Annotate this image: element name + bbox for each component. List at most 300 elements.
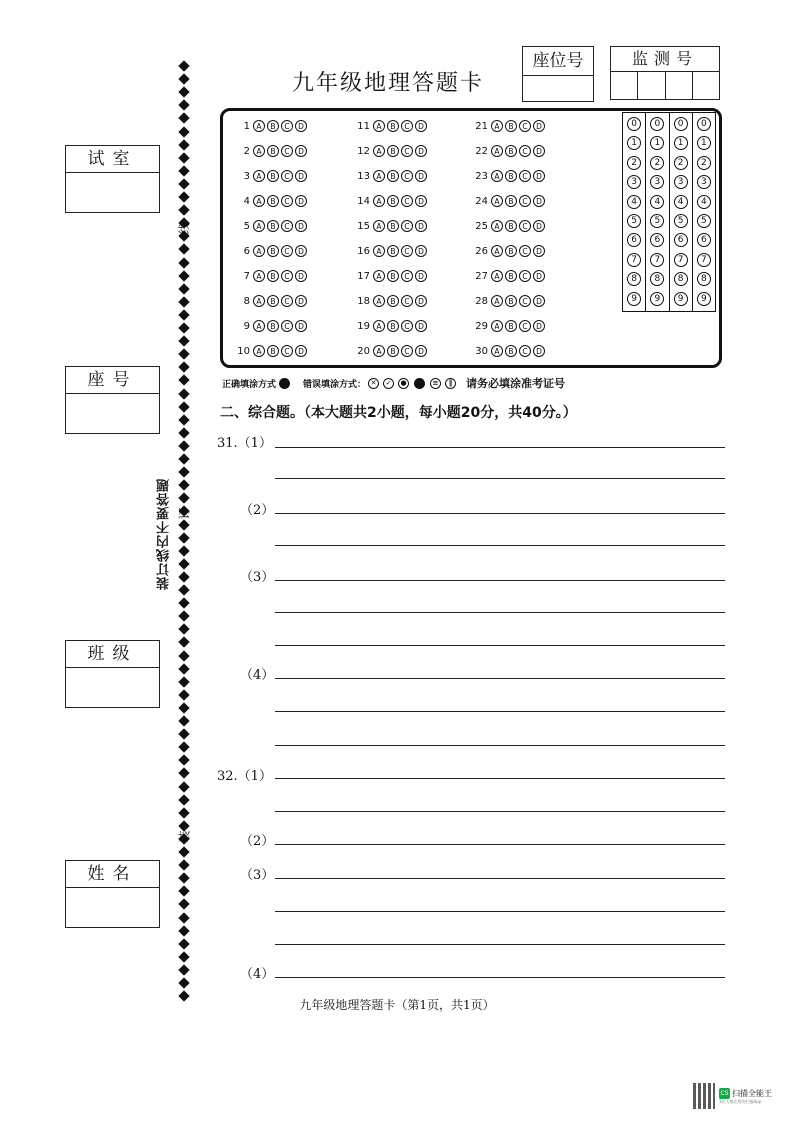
binding-diamond (178, 427, 189, 438)
answer-bubble[interactable]: D (533, 270, 545, 282)
mc-question (230, 220, 309, 232)
mc-question-number: 26 (475, 245, 488, 257)
answer-bubble[interactable]: B (387, 195, 399, 207)
mc-question-number: 15 (357, 220, 370, 232)
mc-question (468, 295, 547, 307)
answer-bubble[interactable]: C (519, 220, 531, 232)
mc-question (350, 120, 429, 132)
answer-bubble[interactable]: A (491, 270, 503, 282)
camscanner-logo-icon: CS (720, 1089, 729, 1097)
answer-bubble[interactable]: D (295, 195, 307, 207)
exam-id-bubble[interactable]: 1 (674, 136, 688, 150)
mc-question (468, 170, 547, 182)
exam-id-bubble[interactable]: 7 (627, 253, 641, 267)
answer-bubble[interactable]: D (415, 195, 427, 207)
mc-question-number: 8 (243, 295, 250, 307)
answer-bubble[interactable]: B (387, 245, 399, 257)
seat-number-box (65, 366, 160, 434)
exam-id-bubble[interactable]: 9 (650, 292, 664, 306)
answer-line[interactable] (275, 612, 725, 613)
binding-diamond (178, 584, 189, 595)
answer-bubble[interactable]: C (401, 295, 413, 307)
answer-bubble[interactable]: B (505, 245, 517, 257)
binding-diamond (178, 571, 189, 582)
answer-bubble[interactable]: B (267, 345, 279, 357)
binding-diamond (178, 558, 189, 569)
answer-bubble[interactable]: B (505, 120, 517, 132)
exam-id-bubble[interactable]: 2 (674, 156, 688, 170)
binding-diamond (178, 624, 189, 635)
answer-bubble[interactable]: A (253, 270, 265, 282)
seat-number-label: 座号 (66, 367, 159, 394)
answer-bubble[interactable]: A (373, 195, 385, 207)
answer-bubble[interactable]: D (295, 245, 307, 257)
mc-question (468, 320, 547, 332)
mc-question-number: 13 (357, 170, 370, 182)
answer-bubble[interactable]: D (415, 220, 427, 232)
mc-question-number: 19 (357, 320, 370, 332)
answer-bubble[interactable]: A (373, 295, 385, 307)
mc-question (350, 270, 429, 282)
exam-id-bubble[interactable]: 3 (650, 175, 664, 189)
answer-bubble[interactable]: C (281, 195, 293, 207)
mc-question-number: 18 (357, 295, 370, 307)
answer-bubble[interactable]: D (295, 345, 307, 357)
binding-diamond (178, 152, 189, 163)
exam-id-bubble[interactable]: 0 (697, 117, 711, 131)
answer-bubble[interactable]: C (401, 345, 413, 357)
answer-line[interactable] (275, 745, 725, 746)
exam-id-bubble[interactable]: 9 (697, 292, 711, 306)
answer-bubble[interactable]: D (533, 195, 545, 207)
binding-diamond (178, 126, 189, 137)
answer-bubble[interactable]: C (519, 270, 531, 282)
binding-diamond (178, 165, 189, 176)
answer-bubble[interactable]: C (401, 270, 413, 282)
binding-diamond (178, 73, 189, 84)
answer-bubble[interactable]: B (387, 120, 399, 132)
exam-id-bubble[interactable]: 7 (697, 253, 711, 267)
mc-question (468, 345, 547, 357)
mc-question-number: 27 (475, 270, 488, 282)
answer-bubble[interactable]: C (519, 345, 531, 357)
monitor-number-label: 监测号 (611, 47, 719, 72)
answer-bubble[interactable]: A (491, 145, 503, 157)
binding-diamond (178, 728, 189, 739)
answer-bubble[interactable]: B (267, 220, 279, 232)
exam-id-bubble[interactable]: 4 (697, 195, 711, 209)
answer-bubble[interactable]: B (267, 170, 279, 182)
binding-diamond (178, 886, 189, 897)
answer-bubble[interactable]: A (253, 245, 265, 257)
binding-diamond (178, 611, 189, 622)
answer-line[interactable] (275, 580, 725, 581)
watermark-subtext: 3亿人都在用的扫描App (719, 1098, 762, 1104)
exam-id-bubble[interactable]: 3 (627, 175, 641, 189)
answer-bubble[interactable]: D (295, 220, 307, 232)
answer-bubble[interactable]: D (533, 170, 545, 182)
answer-bubble[interactable]: B (387, 320, 399, 332)
answer-bubble[interactable]: C (519, 245, 531, 257)
page-title: 九年级地理答题卡 (292, 71, 485, 96)
answer-line[interactable] (275, 844, 725, 845)
binding-diamond (178, 532, 189, 543)
answer-bubble[interactable]: C (281, 320, 293, 332)
exam-id-bubble[interactable]: 4 (650, 195, 664, 209)
answer-bubble[interactable]: A (373, 145, 385, 157)
mc-question-number: 17 (357, 270, 370, 282)
binding-diamond (178, 689, 189, 700)
mc-question (350, 320, 429, 332)
exam-id-bubble[interactable]: 7 (674, 253, 688, 267)
mc-question (468, 270, 547, 282)
answer-bubble[interactable]: B (505, 320, 517, 332)
mc-question-number: 14 (357, 195, 370, 207)
answer-bubble[interactable]: A (491, 295, 503, 307)
answer-bubble[interactable]: C (519, 195, 531, 207)
wrong-fill-cross-icon: ✕ (368, 378, 379, 389)
answer-bubble[interactable]: C (519, 295, 531, 307)
answer-bubble[interactable]: D (533, 245, 545, 257)
exam-id-bubble[interactable]: 1 (650, 136, 664, 150)
answer-bubble[interactable]: D (415, 320, 427, 332)
exam-id-bubble[interactable]: 2 (697, 156, 711, 170)
watermark-brand: 扫描全能王 (732, 1088, 772, 1098)
answer-bubble[interactable]: C (401, 220, 413, 232)
exam-id-bubble[interactable]: 5 (674, 214, 688, 228)
binding-diamond (178, 362, 189, 373)
answer-bubble[interactable]: C (281, 145, 293, 157)
exam-id-bubble[interactable]: 4 (627, 195, 641, 209)
answer-bubble[interactable]: D (295, 145, 307, 157)
mc-question (230, 295, 309, 307)
exam-id-bubble[interactable]: 6 (674, 233, 688, 247)
exam-id-bubble[interactable]: 8 (697, 272, 711, 286)
answer-bubble[interactable]: C (401, 120, 413, 132)
answer-bubble[interactable]: B (505, 220, 517, 232)
exam-id-bubble[interactable]: 3 (674, 175, 688, 189)
exam-id-bubble[interactable]: 8 (650, 272, 664, 286)
answer-bubble[interactable]: C (281, 245, 293, 257)
exam-id-bubble[interactable]: 0 (650, 117, 664, 131)
exam-id-bubble[interactable]: 7 (650, 253, 664, 267)
answer-bubble[interactable]: A (373, 345, 385, 357)
binding-warning-text: 装订线内不要答题 (157, 478, 172, 590)
wrong-fill-label: 错误填涂方式： (303, 379, 367, 390)
answer-bubble[interactable]: B (387, 145, 399, 157)
answer-line[interactable] (275, 778, 725, 779)
binding-diamond (178, 925, 189, 936)
binding-diamond (178, 493, 189, 504)
exam-id-bubble-box (622, 112, 716, 312)
mc-question-number: 5 (243, 220, 250, 232)
answer-bubble[interactable]: A (253, 145, 265, 157)
binding-diamond (178, 375, 189, 386)
exam-id-bubble[interactable]: 9 (627, 292, 641, 306)
answer-bubble[interactable]: C (401, 170, 413, 182)
answer-bubble[interactable]: B (267, 245, 279, 257)
answer-bubble[interactable]: D (533, 320, 545, 332)
exam-id-bubble[interactable]: 6 (627, 233, 641, 247)
exam-id-bubble[interactable]: 1 (697, 136, 711, 150)
binding-diamond (178, 335, 189, 346)
answer-bubble[interactable]: D (415, 170, 427, 182)
mc-question (468, 195, 547, 207)
binding-diamond (178, 938, 189, 949)
mc-question (468, 245, 547, 257)
exam-id-column (623, 113, 646, 311)
answer-bubble[interactable]: D (295, 120, 307, 132)
answer-bubble[interactable]: C (519, 145, 531, 157)
binding-diamond (178, 191, 189, 202)
mc-question (230, 270, 309, 282)
answer-bubble[interactable]: A (373, 245, 385, 257)
mc-question (350, 245, 429, 257)
answer-bubble[interactable]: D (415, 295, 427, 307)
binding-diamond (178, 283, 189, 294)
answer-bubble[interactable]: B (505, 295, 517, 307)
exam-id-bubble[interactable]: 9 (674, 292, 688, 306)
mc-question (230, 245, 309, 257)
answer-line[interactable] (275, 678, 725, 679)
answer-bubble[interactable]: A (373, 320, 385, 332)
answer-bubble[interactable]: D (295, 270, 307, 282)
binding-char-ding: 订 (177, 507, 192, 520)
answer-bubble[interactable]: A (253, 295, 265, 307)
exam-id-bubble[interactable]: 5 (697, 214, 711, 228)
answer-bubble[interactable]: B (387, 170, 399, 182)
exam-id-bubble[interactable]: 8 (674, 272, 688, 286)
answer-line[interactable] (275, 878, 725, 879)
answer-bubble[interactable]: A (491, 220, 503, 232)
answer-bubble[interactable]: C (281, 220, 293, 232)
answer-bubble[interactable]: D (533, 345, 545, 357)
mc-question (230, 195, 309, 207)
mc-question (350, 170, 429, 182)
binding-diamond (178, 781, 189, 792)
binding-diamond (178, 139, 189, 150)
answer-line[interactable] (275, 811, 725, 812)
answer-bubble[interactable]: B (505, 170, 517, 182)
answer-bubble[interactable]: B (267, 295, 279, 307)
mc-question (230, 170, 309, 182)
binding-diamond (178, 899, 189, 910)
answer-bubble[interactable]: A (491, 320, 503, 332)
answer-line[interactable] (275, 711, 725, 712)
answer-bubble[interactable]: B (387, 220, 399, 232)
mc-question-number: 24 (475, 195, 488, 207)
mc-question (230, 145, 309, 157)
mc-question-number: 23 (475, 170, 488, 182)
answer-bubble[interactable]: B (387, 270, 399, 282)
exam-id-bubble[interactable]: 5 (650, 214, 664, 228)
answer-line[interactable] (275, 478, 725, 479)
exam-id-bubble[interactable]: 6 (650, 233, 664, 247)
answer-bubble[interactable]: B (505, 270, 517, 282)
mc-question-number: 9 (243, 320, 250, 332)
monitor-number-field[interactable] (610, 46, 720, 100)
answer-bubble[interactable]: D (533, 145, 545, 157)
answer-bubble[interactable]: C (519, 320, 531, 332)
class-box (65, 640, 160, 708)
answer-bubble[interactable]: B (267, 120, 279, 132)
answer-bubble[interactable]: A (491, 245, 503, 257)
binding-diamond (178, 545, 189, 556)
answer-bubble[interactable]: A (491, 120, 503, 132)
answer-bubble[interactable]: A (253, 320, 265, 332)
binding-diamond (178, 597, 189, 608)
mc-question (230, 345, 309, 357)
answer-bubble[interactable]: C (281, 170, 293, 182)
answer-bubble[interactable]: B (387, 295, 399, 307)
answer-bubble[interactable]: C (401, 320, 413, 332)
answer-bubble[interactable]: B (267, 320, 279, 332)
exam-id-bubble[interactable]: 3 (697, 175, 711, 189)
answer-bubble[interactable]: B (267, 145, 279, 157)
fill-note: 请务必填涂准考证号 (466, 377, 566, 390)
mc-question (468, 220, 547, 232)
answer-bubble[interactable]: C (281, 345, 293, 357)
exam-id-column (646, 113, 669, 311)
mc-question-number: 29 (475, 320, 488, 332)
answer-line[interactable] (275, 447, 725, 448)
answer-line[interactable] (275, 977, 725, 978)
answer-line[interactable] (275, 911, 725, 912)
answer-bubble[interactable]: B (267, 270, 279, 282)
answer-line[interactable] (275, 513, 725, 514)
answer-bubble[interactable]: D (415, 145, 427, 157)
answer-bubble[interactable]: A (253, 170, 265, 182)
answer-bubble[interactable]: D (415, 245, 427, 257)
exam-id-bubble[interactable]: 4 (674, 195, 688, 209)
mc-question-number: 1 (243, 120, 250, 132)
answer-bubble[interactable]: B (387, 345, 399, 357)
answer-bubble[interactable]: B (267, 195, 279, 207)
exam-room-label: 试室 (66, 146, 159, 173)
answer-bubble[interactable]: A (253, 195, 265, 207)
answer-bubble[interactable]: A (253, 220, 265, 232)
class-label: 班级 (66, 641, 159, 668)
answer-bubble[interactable]: C (281, 120, 293, 132)
exam-id-bubble[interactable]: 0 (627, 117, 641, 131)
binding-diamond (178, 113, 189, 124)
answer-bubble[interactable]: D (415, 345, 427, 357)
page-footer: 九年级地理答题卡（第1页，共1页） (299, 998, 495, 1012)
binding-diamond (178, 244, 189, 255)
exam-id-bubble[interactable]: 2 (627, 156, 641, 170)
binding-diamond (178, 742, 189, 753)
answer-bubble[interactable]: C (519, 170, 531, 182)
binding-diamond (178, 663, 189, 674)
exam-id-bubble[interactable]: 1 (627, 136, 641, 150)
exam-id-bubble[interactable]: 5 (627, 214, 641, 228)
answer-bubble[interactable]: D (415, 270, 427, 282)
q31-part3-label: （3） (240, 570, 275, 585)
answer-bubble[interactable]: B (505, 195, 517, 207)
mc-question-number: 12 (357, 145, 370, 157)
binding-diamond (178, 768, 189, 779)
answer-bubble[interactable]: C (281, 270, 293, 282)
exam-id-bubble[interactable]: 8 (627, 272, 641, 286)
binding-diamond (178, 401, 189, 412)
answer-bubble[interactable]: A (491, 195, 503, 207)
answer-line[interactable] (275, 545, 725, 546)
answer-bubble[interactable]: D (295, 170, 307, 182)
answer-bubble[interactable]: C (401, 145, 413, 157)
mc-question-number: 6 (243, 245, 250, 257)
answer-bubble[interactable]: A (491, 170, 503, 182)
mc-question-number: 10 (237, 345, 250, 357)
seat-number-field[interactable] (522, 46, 594, 102)
mc-question (350, 345, 429, 357)
mc-question-number: 28 (475, 295, 488, 307)
binding-diamond (178, 794, 189, 805)
exam-id-bubble[interactable]: 6 (697, 233, 711, 247)
answer-bubble[interactable]: D (295, 320, 307, 332)
q31-part2-label: （2） (240, 503, 275, 518)
mc-question-number: 22 (475, 145, 488, 157)
correct-fill-label: 正确填涂方式 (222, 379, 277, 390)
mc-question-number: 7 (243, 270, 250, 282)
exam-id-column (693, 113, 715, 311)
answer-bubble[interactable]: A (373, 120, 385, 132)
answer-bubble[interactable]: B (505, 345, 517, 357)
binding-diamond (178, 257, 189, 268)
binding-diamond (178, 637, 189, 648)
mc-question-number: 2 (243, 145, 250, 157)
answer-bubble[interactable]: C (401, 245, 413, 257)
seat-number-field-label: 座位号 (523, 47, 593, 76)
binding-diamond (178, 807, 189, 818)
answer-bubble[interactable]: C (401, 195, 413, 207)
binding-diamond (178, 715, 189, 726)
scanner-watermark (693, 1082, 781, 1110)
answer-bubble[interactable]: C (281, 295, 293, 307)
answer-bubble[interactable]: D (415, 120, 427, 132)
answer-bubble[interactable]: A (253, 345, 265, 357)
binding-char-zhuang: 装 (177, 830, 192, 843)
answer-bubble[interactable]: D (533, 220, 545, 232)
answer-line[interactable] (275, 645, 725, 646)
monitor-number-cells (611, 72, 719, 100)
mc-question-number: 20 (357, 345, 370, 357)
answer-bubble[interactable]: A (373, 220, 385, 232)
exam-id-column (670, 113, 693, 311)
answer-bubble[interactable]: D (533, 120, 545, 132)
answer-bubble[interactable]: D (295, 295, 307, 307)
exam-id-bubble[interactable]: 2 (650, 156, 664, 170)
exam-id-bubble[interactable]: 0 (674, 117, 688, 131)
binding-diamond (178, 466, 189, 477)
binding-diamond (178, 388, 189, 399)
mc-question (230, 120, 309, 132)
answer-bubble[interactable]: A (373, 270, 385, 282)
answer-bubble[interactable]: C (519, 120, 531, 132)
answer-bubble[interactable]: B (505, 145, 517, 157)
binding-diamond (178, 204, 189, 215)
answer-bubble[interactable]: A (253, 120, 265, 132)
mc-question (350, 195, 429, 207)
binding-diamond (178, 964, 189, 975)
binding-diamond (178, 873, 189, 884)
mc-question-number: 11 (357, 120, 370, 132)
binding-diamond (178, 676, 189, 687)
mc-question-number: 3 (243, 170, 250, 182)
answer-bubble[interactable]: A (491, 345, 503, 357)
answer-bubble[interactable]: D (533, 295, 545, 307)
answer-bubble[interactable]: A (373, 170, 385, 182)
answer-line[interactable] (275, 944, 725, 945)
